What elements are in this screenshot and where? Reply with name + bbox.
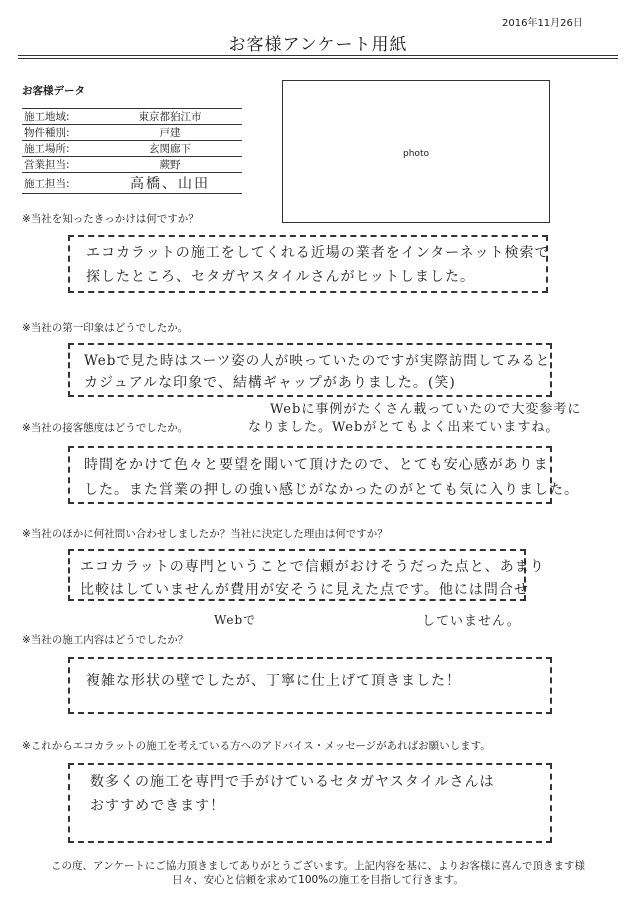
info-row-installer [22, 173, 242, 194]
photo-label: photo [403, 149, 429, 159]
info-value-handwritten: 高橋、山田 [96, 173, 242, 194]
question-3: ※当社の接客態度はどうでしたか。 [22, 422, 189, 434]
answer-4-extra-2: していません。 [422, 614, 521, 629]
footer-message-line-1: この度、アンケートにご協力頂きましてありがとうございます。上記内容を基に、よりお客様に喜んで頂きます様 [50, 860, 586, 872]
title-divider [18, 55, 618, 56]
question-1: ※当社を知ったきっかけは何ですか？ [22, 213, 199, 225]
info-row-type [22, 125, 242, 141]
info-value: 蕨野 [96, 157, 242, 173]
info-row-sales [22, 157, 242, 173]
info-value: 戸建 [96, 125, 242, 141]
footer-message-line-2: 日々、安心と信頼を求めて100%の施工を目指して行きます。 [172, 874, 464, 886]
answer-6-line-2: おすすめできます！ [90, 798, 226, 814]
survey-date: 2016年11月26日 [502, 18, 583, 29]
question-5: ※当社の施工内容はどうでしたか？ [22, 634, 189, 646]
answer-1-line-2: 探したところ、セタガヤスタイルさんがヒットしました。 [86, 269, 476, 285]
answer-2-extra-1: Webに事例がたくさん載っていたので大変参考に [270, 402, 582, 417]
answer-2-line-1: Webで見た時はスーツ姿の人が映っていたのですが実際訪問してみると [84, 353, 551, 369]
answer-3-line-2: した。また営業の押しの強い感じがなかったのがとても気に入りました。 [84, 482, 579, 498]
answer-1-line-1: エコカラットの施工をしてくれる近場の業者をインターネット検索で [86, 245, 550, 261]
question-6: ※これからエコカラットの施工を考えている方へのアドバイス・メッセージがあればお願いします。 [22, 740, 491, 752]
customer-data-heading: お客様データ [22, 85, 85, 97]
info-label: 施工担当: [22, 173, 96, 194]
answer-5-line-1: 複雑な形状の壁でしたが、丁寧に仕上げて頂きました！ [86, 673, 461, 689]
info-value: 東京都狛江市 [96, 109, 242, 125]
answer-6-line-1: 数多くの施工を専門で手がけているセタガヤスタイルさんは [90, 774, 495, 790]
info-value: 玄関廊下 [96, 141, 242, 157]
question-4: ※当社のほかに何社問い合わせしましたか？当社に決定した理由は何ですか？ [22, 528, 388, 540]
info-label: 物件種別: [22, 125, 96, 141]
info-label: 営業担当: [22, 157, 96, 173]
answer-2-extra-2: なりました。Webがとてもよく出来ていますね。 [248, 420, 560, 435]
answer-4-line-2: 比較はしていませんが費用が安そうに見えた点です。他には問合せ [80, 582, 529, 598]
answer-4-line-1: エコカラットの専門ということで信頼がおけそうだった点と、あまり [80, 559, 545, 575]
answer-3-line-1: 時間をかけて色々と要望を聞いて頂けたので、とても安心感がありま [84, 457, 549, 473]
question-2: ※当社の第一印象はどうでしたか。 [22, 322, 189, 334]
info-row-place [22, 141, 242, 157]
answer-4-extra-1: Webで [214, 613, 257, 627]
customer-info-table [22, 108, 242, 194]
info-label: 施工場所: [22, 141, 96, 157]
page-title: お客様アンケート用紙 [228, 35, 408, 55]
answer-2-line-2: カジュアルな印象で、結構ギャップがありました。(笑) [84, 375, 456, 391]
info-row-area [22, 109, 242, 125]
title-divider-2 [18, 58, 618, 59]
info-label: 施工地域: [22, 109, 96, 125]
photo-placeholder [282, 80, 550, 223]
